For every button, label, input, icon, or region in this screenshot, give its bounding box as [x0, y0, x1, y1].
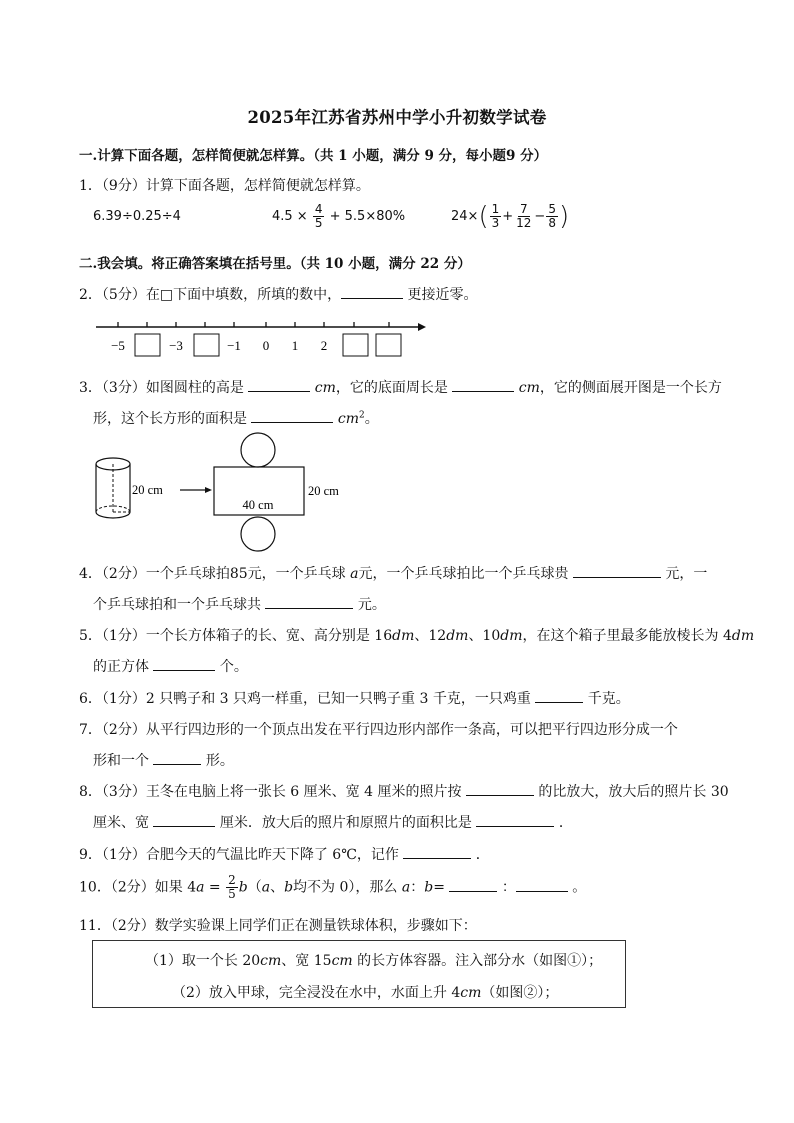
- q1-expression-3: 24×( $\frac{1}{3}$ + $\frac{7}{12}$ − $\frac{5}{8}$ ): [451, 201, 570, 232]
- answer-box-4[interactable]: [376, 334, 401, 356]
- q1-e2-fraction: $\frac{4}{5}$: [314, 202, 323, 230]
- question-9: 9．（1分）合肥今天的气温比昨天下降了 6℃，记作 ．: [79, 844, 490, 864]
- section-2-heading: 二.我会填。将正确答案填在括号里。（共 10 小题，满分 22 分）: [79, 256, 471, 272]
- question-11: 11．（2分）数学实验课上同学们正在测量铁球体积，步骤如下：: [79, 918, 477, 934]
- q1-number: 1．: [79, 178, 102, 194]
- question-3-line-2: 形，这个长方形的面积是 $cm^2$。: [93, 408, 379, 428]
- cylinder-figure: [90, 432, 390, 557]
- q4-blank-2[interactable]: [265, 594, 353, 609]
- q6-blank[interactable]: [535, 688, 583, 703]
- tick-label-0: 0: [262, 338, 270, 353]
- q8-blank-width[interactable]: [153, 812, 215, 827]
- q7-blank[interactable]: [153, 750, 201, 765]
- number-line: [90, 314, 430, 360]
- q1-e3-fraction-2: $\frac{7}{12}$: [516, 202, 532, 230]
- q1-e3-fraction-1: $\frac{1}{3}$: [491, 202, 500, 230]
- rectangle-width-label: 40 cm: [242, 498, 274, 512]
- question-1: [79, 175, 370, 195]
- q8-blank-ratio[interactable]: [466, 781, 534, 796]
- q1-text: 计算下面各题，怎样简便就怎样算。: [145, 178, 370, 194]
- question-4-line-2: 个乒乓球拍和一个乒乓球共 元。: [93, 594, 386, 614]
- question-6: 6．（1分）2 只鸭子和 3 只鸡一样重，已知一只鸭子重 3 千克，一只鸡重 千克。: [79, 688, 630, 708]
- q2-answer-blank[interactable]: [341, 284, 403, 299]
- q1-expression-1: 6.39÷0.25÷4: [93, 209, 181, 224]
- arrow-right-icon: [205, 487, 212, 493]
- q10-blank-1[interactable]: [449, 877, 497, 892]
- answer-box-2[interactable]: [194, 334, 219, 356]
- tick-label-1: 1: [291, 338, 299, 353]
- bottom-circle: [241, 517, 275, 551]
- question-5: 5．（1分）一个长方体箱子的长、宽、高分别是 16dm、12dm、10dm，在这个箱子里最多能放棱长为 4dm: [79, 628, 755, 644]
- question-8-line-2: 厘米、宽 厘米．放大后的照片和原照片的面积比是 ．: [93, 812, 573, 832]
- q10-blank-2[interactable]: [516, 877, 568, 892]
- question-4: 4．（2分）一个乒乓球拍85元，一个乒乓球 a元，一个乒乓球拍比一个乒乓球贵 元，一: [79, 563, 707, 583]
- rectangle-height-label: 20 cm: [308, 484, 339, 498]
- section-1-heading: 一.计算下面各题，怎样简便就怎样算。（共 1 小题，满分 9 分，每小题9 分）: [79, 148, 548, 164]
- question-8: 8．（3分）王冬在电脑上将一张长 6 厘米、宽 4 厘米的照片按 的比放大，放大后的照片长 30: [79, 781, 729, 801]
- question-5-line-2: 的正方体 个。: [93, 656, 248, 676]
- q3-blank-height[interactable]: [248, 377, 310, 392]
- q5-blank[interactable]: [153, 656, 215, 671]
- q8-blank-area-ratio[interactable]: [476, 812, 554, 827]
- answer-box-1[interactable]: [135, 334, 160, 356]
- tick-label-neg5: −5: [111, 338, 125, 353]
- q9-blank[interactable]: [403, 844, 471, 859]
- tick-label-neg3: −3: [169, 338, 183, 353]
- page-title: 2025年江苏省苏州中学小升初数学试卷: [247, 108, 547, 127]
- tick-label-neg1: −1: [227, 338, 241, 353]
- q1-expression-2: 4.5 × $\frac{4}{5}$ + 5.5×80%: [272, 202, 406, 230]
- q10-fraction: $\frac{2}{5}$: [228, 873, 236, 901]
- cylinder-height-label: 20 cm: [132, 483, 163, 497]
- q11-step-1: （1）取一个长 20cm、宽 15cm 的长方体容器。注入部分水（如图①）；: [145, 953, 603, 969]
- q1-e3-fraction-3: $\frac{5}{8}$: [548, 202, 556, 230]
- top-circle: [241, 433, 275, 467]
- question-2: 2．（5分）在□下面中填数，所填的数中， 更接近零。: [79, 284, 478, 304]
- q11-step-2: （2）放入甲球，完全浸没在水中，水面上升 4cm（如图②）；: [172, 985, 559, 1001]
- question-7: 7．（2分）从平行四边形的一个顶点出发在平行四边形内部作一条高，可以把平行四边形分成一个: [79, 722, 678, 738]
- arrow-right-icon: [418, 323, 426, 331]
- question-10: 10．（2分）如果 4a = $\frac{2}{5}$ b（a、b均不为 0），那么 a：b= ： 。: [79, 873, 587, 901]
- answer-box-3[interactable]: [343, 334, 368, 356]
- q4-blank-1[interactable]: [573, 563, 661, 578]
- q1-score: （9分）: [101, 178, 146, 194]
- q3-blank-circumference[interactable]: [452, 377, 514, 392]
- question-3: 3．（3分）如图圆柱的高是 cm，它的底面周长是 cm，它的侧面展开图是一个长方: [79, 377, 722, 397]
- question-7-line-2: 形和一个 形。: [93, 750, 234, 770]
- q3-blank-area[interactable]: [251, 408, 333, 423]
- tick-label-2: 2: [320, 338, 328, 353]
